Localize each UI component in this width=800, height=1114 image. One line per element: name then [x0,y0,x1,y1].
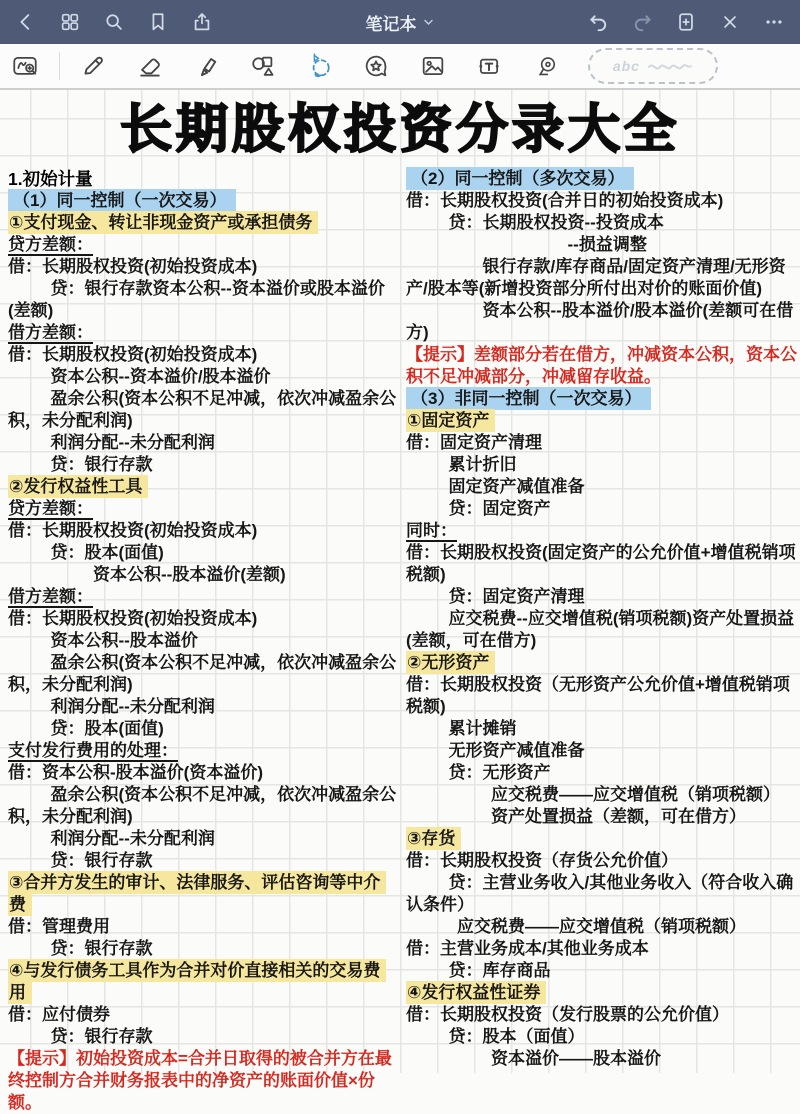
note-line: 借：主营业务成本/其他业务成本 [406,939,649,958]
tape-tool-button[interactable] [531,49,561,83]
note-page[interactable] [0,90,800,1112]
note-line: 利润分配--未分配利润 [50,697,215,716]
note-line: 借：长期股权投资(初始投资成本) [8,609,258,628]
note-line: 借：长期股权投资（发行股票的公允价值） [406,1005,729,1024]
lasso-tool-button[interactable] [305,49,335,83]
note-line: ①固定资产 [406,410,798,432]
search-icon [103,11,125,33]
search-button[interactable] [100,7,128,37]
note-line: 1.初始计量 [8,169,93,189]
note-line: 资本公积--股本溢价 [50,631,198,650]
redo-icon [631,11,654,34]
eraser-tool-button[interactable] [135,49,165,83]
note-line: 累计折旧 [448,455,517,474]
note-line: 资本公积--股本溢价/股本溢价(差额可在借方) [406,301,794,342]
note-line: ③存货 [406,828,798,850]
note-line: 借：应付债券 [8,1005,110,1024]
note-line: 借：长期股权投资（无形资产公允价值+增值税销项税额) [406,675,790,716]
pages-overview-button[interactable] [56,7,84,37]
note-line: 资产处置损益（差额，可在借方） [491,807,746,826]
note-line: 无形资产减值准备 [448,741,585,760]
note-line: ④与发行债务工具作为合并对价直接相关的交易费用 [8,960,400,1004]
note-line: 贷：银行存款 [50,939,153,958]
note-line: 借：长期股权投资(初始投资成本) [8,257,258,276]
note-line: （3）非同一控制（一次交易） [406,388,798,410]
close-button[interactable] [716,7,744,37]
lasso-tool-icon [306,52,334,80]
note-line: 累计摊销 [448,719,517,738]
note-line: 贷：银行存款 [50,851,153,870]
note-line: ④发行权益性证券 [406,982,798,1004]
highlighter-tool-icon [193,52,221,80]
note-line: 借：长期股权投资（存货公允价值） [406,851,678,870]
note-line: 借：管理费用 [8,917,110,936]
note-line: 借：长期股权投资(初始投资成本) [8,521,258,540]
note-line: 贷：银行存款 [50,455,153,474]
tape-tool-icon [533,53,559,79]
note-line: 资本溢价——股本溢价 [491,1049,661,1068]
toolbar-divider [59,52,60,80]
note-line: （1）同一控制（一次交易） [8,190,400,212]
note-line: 【提示】差额部分若在借方，冲减资本公积，资本公积不足冲减部分，冲减留存收益。 [406,345,797,386]
note-line: 贷：长期股权投资--投资成本 [448,213,664,232]
notebook-title: 笔记本 [365,14,417,34]
close-icon [720,12,740,32]
navbar [0,0,800,44]
note-line: ①支付现金、转让非现金资产或承担债务 [8,212,400,234]
navbar-right-group [584,7,788,37]
handwriting-squiggle-icon [647,60,693,72]
right-column [406,168,798,1114]
note-line: 应交税费--应交增值税(销项税额)资产处置损益(差额，可在借方) [406,609,795,650]
note-line: 贷：固定资产 [448,499,551,518]
note-line: 盈余公积(资本公积不足冲减，依次冲减盈余公积，未分配利润) [8,653,397,694]
note-line: 盈余公积(资本公积不足冲减，依次冲减盈余公积，未分配利润) [8,785,397,826]
note-line: 借：长期股权投资(固定资产的公允价值+增值税销项税额) [406,543,796,584]
add-page-icon [675,11,697,33]
text-tool-icon [475,52,503,80]
share-icon [191,11,213,33]
text-tool-button[interactable] [475,49,505,83]
note-columns [0,168,800,1114]
note-line: 应交税费——应交增值税（销项税额） [491,785,780,804]
more-icon [763,11,785,33]
note-line: 【提示】初始投资成本=合并日取得的被合并方在最终控制方合并财务报表中的净资产的账面价值×份额。 [8,1049,392,1112]
note-line: 资本公积--资本溢价/股本溢价 [50,367,271,386]
note-line: 贷：无形资产 [448,763,551,782]
note-line: 借：长期股权投资(合并日的初始投资成本) [406,191,724,210]
note-line: 利润分配--未分配利润 [50,829,215,848]
share-button[interactable] [188,7,216,37]
note-line: 贷：股本(面值) [50,543,164,562]
note-line: （2）同一控制（多次交易） [406,168,798,190]
zoom-window-tool-button[interactable] [10,49,40,83]
sticker-tool-button[interactable] [361,49,391,83]
chevron-down-icon [423,16,435,28]
back-icon [15,11,37,33]
bookmark-button[interactable] [144,7,172,37]
recognition-hint-label: abc [612,58,640,74]
shapes-tool-icon [249,52,277,80]
note-line: 贷：股本(面值) [50,719,164,738]
redo-button[interactable] [628,7,656,37]
zoom-window-tool-icon [11,52,39,80]
note-line: 支付发行费用的处理： [8,741,178,760]
note-line: 应交税费——应交增值税（销项税额） [457,917,746,936]
bookmark-icon [147,11,169,33]
note-line: 贷：固定资产清理 [448,587,585,606]
note-line: 借：长期股权投资(初始投资成本) [8,345,258,364]
note-line: 借方差额： [8,323,93,342]
note-line: ③合并方发生的审计、法律服务、评估咨询等中介费 [8,872,400,916]
pen-tool-button[interactable] [79,49,109,83]
more-button[interactable] [760,7,788,37]
note-line: 借：资本公积-股本溢价(资本溢价) [8,763,263,782]
eraser-tool-icon [136,52,164,80]
pen-tool-icon [79,52,107,80]
left-column [8,168,400,1114]
note-line: 贷方差额： [8,499,93,518]
add-page-button[interactable] [672,7,700,37]
note-line: 贷：股本（面值） [448,1027,585,1046]
sticker-tool-icon [362,52,390,80]
note-line: 利润分配--未分配利润 [50,433,215,452]
notebook-title-menu[interactable] [366,0,435,44]
handwriting-recognition-area[interactable] [588,48,718,84]
note-line: 银行存款/库存商品/固定资产清理/无形资产/股本等(新增投资部分所付出对价的账面价值) [406,257,786,298]
navbar-left-group [12,7,216,37]
note-line: 盈余公积(资本公积不足冲减，依次冲减盈余公积，未分配利润) [8,389,397,430]
note-line: ②无形资产 [406,652,798,674]
note-line: 借方差额： [8,587,93,606]
note-line: 同时： [406,521,457,540]
note-line: 贷方差额： [8,235,93,254]
back-button[interactable] [12,7,40,37]
note-line: 贷：主营业务收入/其他业务收入（符合收入确认条件） [406,873,794,914]
undo-icon [587,11,610,34]
undo-button[interactable] [584,7,612,37]
highlighter-tool-button[interactable] [192,49,222,83]
note-line: 贷：银行存款 [50,1027,153,1046]
note-line: 贷：库存商品 [448,961,551,980]
note-line: 借：固定资产清理 [406,433,542,452]
note-line: 资本公积--股本溢价(差额) [93,565,286,584]
image-tool-icon [419,52,447,80]
note-line: 固定资产减值准备 [448,477,585,496]
image-tool-button[interactable] [418,49,448,83]
shapes-tool-button[interactable] [248,49,278,83]
note-line: 贷：银行存款资本公积--资本溢价或股本溢价(差额) [8,279,385,320]
note-line: --损益调整 [567,235,647,254]
note-line: ②发行权益性工具 [8,476,400,498]
pages-overview-icon [59,11,81,33]
note-title: 长期股权投资分录大全 [119,99,680,160]
edit-toolbar [0,44,800,90]
